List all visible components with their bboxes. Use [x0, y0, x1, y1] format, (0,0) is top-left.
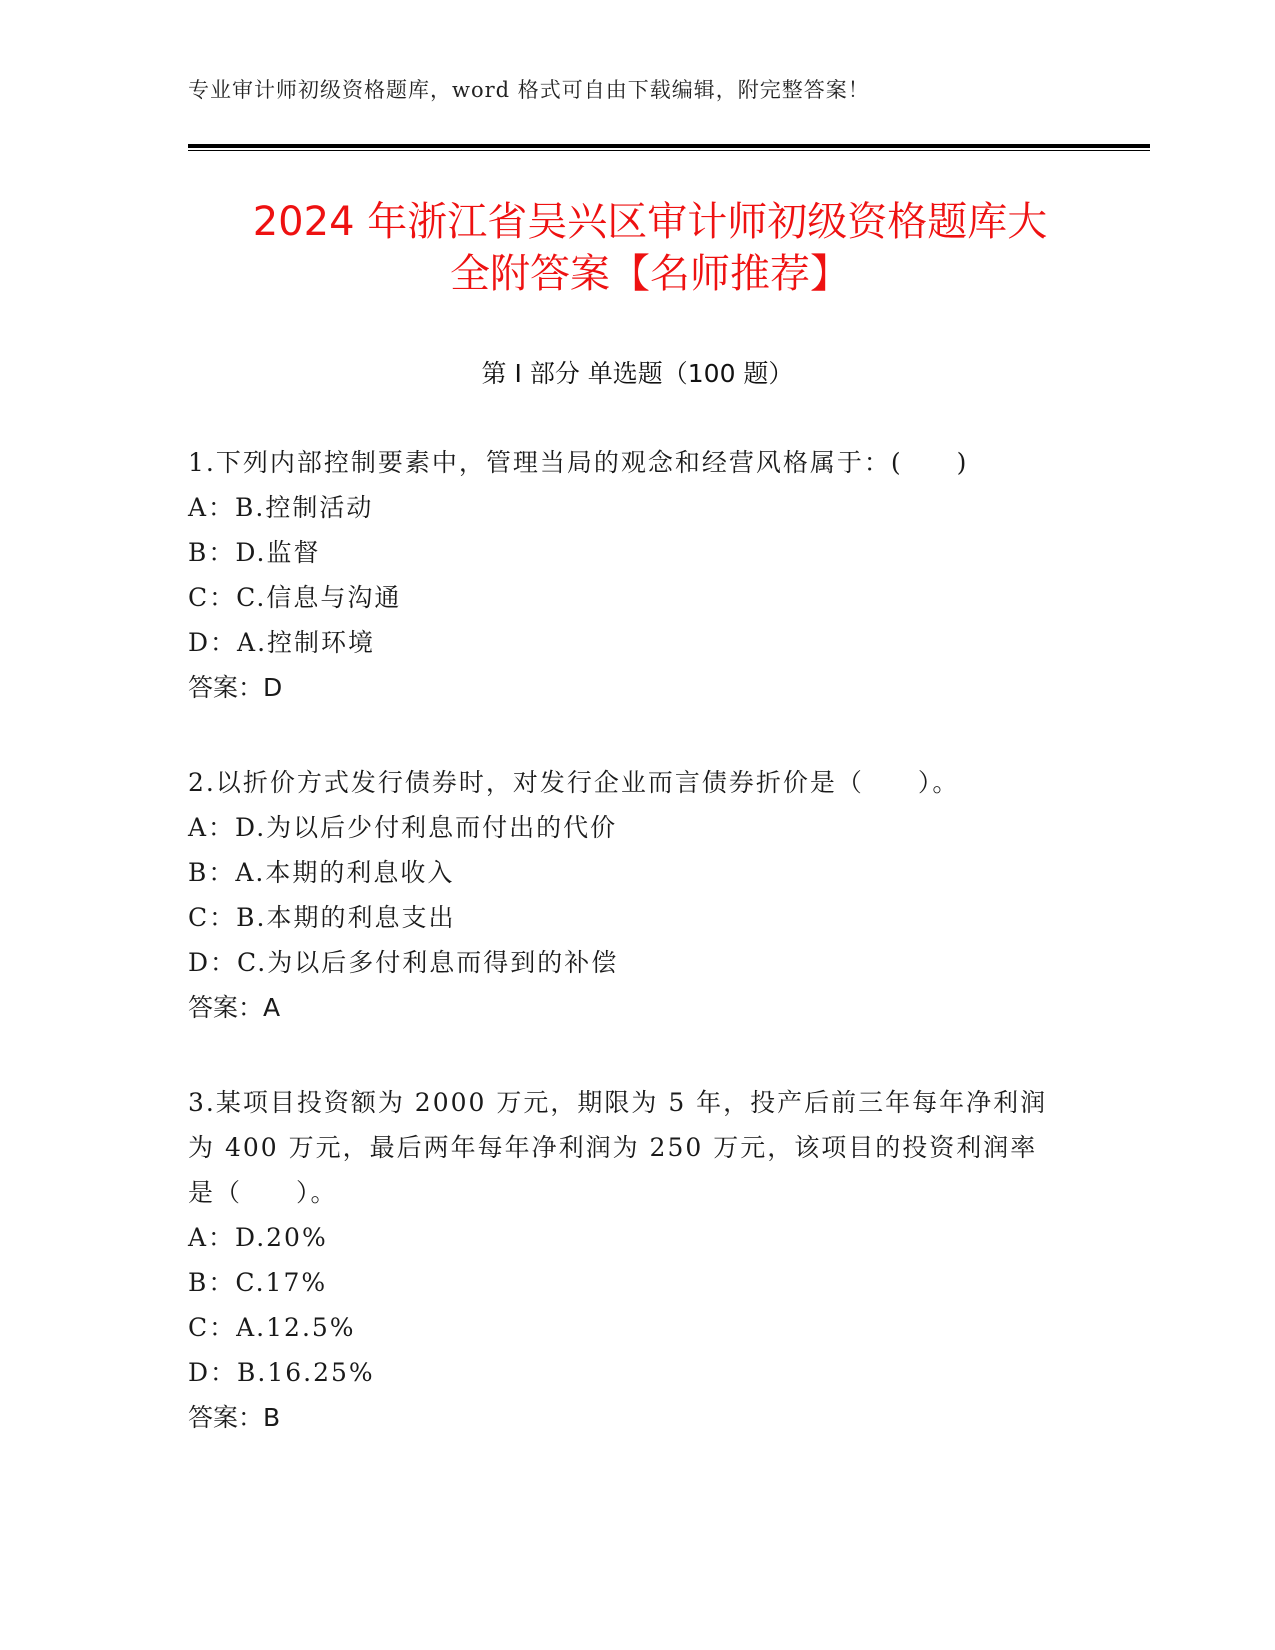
- document-title-line-2: 全附答案【名师推荐】: [450, 251, 850, 297]
- question-list: [188, 440, 1088, 1490]
- question-2: [188, 760, 1088, 1030]
- header-rule-thick: [188, 144, 1150, 148]
- question-stem: 2.以折价方式发行债券时，对发行企业而言债券折价是（ ）。: [188, 768, 960, 797]
- answer-line: 答案：D: [188, 673, 283, 702]
- option-d: D：C.为以后多付利息而得到的补偿: [188, 948, 619, 977]
- option-d: D：B.16.25%: [188, 1358, 375, 1387]
- option-d: D：A.控制环境: [188, 628, 376, 657]
- option-c: C：B.本期的利息支出: [188, 903, 456, 932]
- option-c: C：A.12.5%: [188, 1313, 356, 1342]
- option-a: A：D.20%: [188, 1223, 328, 1252]
- question-stem-line-3: 是（ ）。: [188, 1178, 338, 1207]
- question-stem: 1.下列内部控制要素中，管理当局的观念和经营风格属于：( ): [188, 448, 969, 477]
- question-3: [188, 1080, 1088, 1440]
- header-rule-thin: [188, 150, 1150, 151]
- answer-line: 答案：B: [188, 1403, 281, 1432]
- section-heading: 第 I 部分 单选题（100 题）: [481, 359, 794, 388]
- document-title: [150, 196, 1150, 300]
- option-b: B：D.监督: [188, 538, 321, 567]
- question-1: [188, 440, 1088, 710]
- option-b: B：A.本期的利息收入: [188, 858, 455, 887]
- question-stem-line-2: 为 400 万元，最后两年每年净利润为 250 万元，该项目的投资利润率: [188, 1133, 1038, 1162]
- option-a: A：D.为以后少付利息而付出的代价: [188, 813, 618, 842]
- header-note: 专业审计师初级资格题库，word 格式可自由下载编辑，附完整答案！: [188, 78, 870, 102]
- option-b: B：C.17%: [188, 1268, 328, 1297]
- question-stem-line-1: 3.某项目投资额为 2000 万元，期限为 5 年，投产后前三年每年净利润: [188, 1088, 1048, 1117]
- answer-line: 答案：A: [188, 993, 281, 1022]
- option-c: C：C.信息与沟通: [188, 583, 402, 612]
- option-a: A：B.控制活动: [188, 493, 374, 522]
- document-title-line-1: 2024 年浙江省吴兴区审计师初级资格题库大: [252, 199, 1048, 245]
